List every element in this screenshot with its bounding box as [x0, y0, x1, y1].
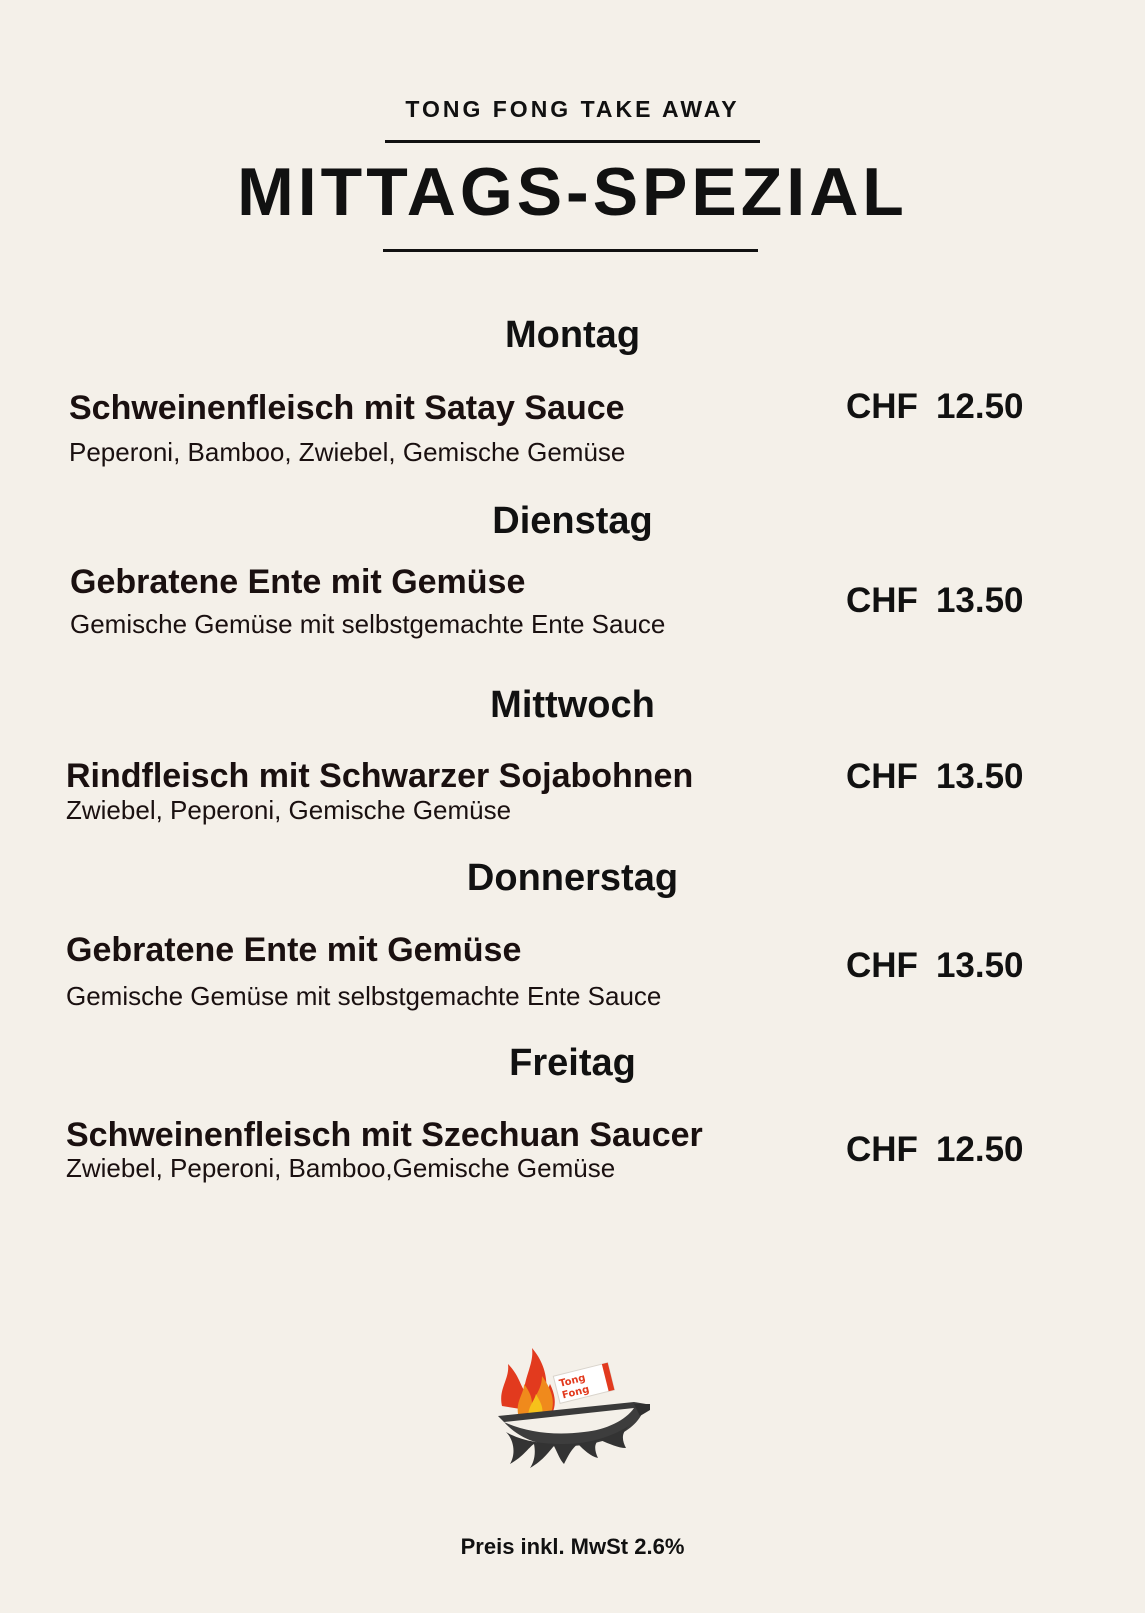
logo-text: Tong — [558, 1372, 587, 1390]
price-amount: 12.50 — [935, 1130, 1024, 1169]
dish-price — [846, 581, 1024, 621]
price-currency: CHF — [846, 1130, 918, 1169]
dish-description: Zwiebel, Peperoni, Bamboo,Gemische Gemüse — [66, 1153, 616, 1183]
price-currency: CHF — [846, 946, 918, 985]
dish-price — [846, 1130, 1024, 1170]
dish-name: Gebratene Ente mit Gemüse — [66, 931, 522, 969]
day-heading: Mittwoch — [490, 684, 655, 726]
day-heading: Donnerstag — [466, 857, 679, 899]
price-amount: 13.50 — [935, 946, 1024, 985]
price-currency: CHF — [846, 757, 918, 796]
price-amount: 13.50 — [935, 581, 1024, 620]
price-amount: 13.50 — [935, 757, 1024, 796]
dish-name: Schweinenfleisch mit Szechuan Saucer — [66, 1116, 703, 1154]
dish-description: Gemische Gemüse mit selbstgemachte Ente Sauce — [66, 981, 662, 1011]
day-heading: Montag — [504, 314, 641, 356]
dish-description: Zwiebel, Peperoni, Gemische Gemüse — [66, 795, 512, 825]
dish-name: Schweinenfleisch mit Satay Sauce — [69, 389, 625, 427]
dish-price — [846, 757, 1024, 797]
dish-description: Peperoni, Bamboo, Zwiebel, Gemische Gemüse — [69, 437, 626, 467]
dish-price — [846, 946, 1024, 986]
dish-name: Gebratene Ente mit Gemüse — [70, 563, 526, 601]
flaming-wok-logo-icon — [494, 1344, 654, 1474]
top-divider — [385, 140, 760, 143]
brand-name: TONG FONG TAKE AWAY — [405, 96, 740, 122]
svg-text:Fong: Fong — [561, 1384, 591, 1402]
price-currency: CHF — [846, 387, 918, 426]
price-note: Preis inkl. MwSt 2.6% — [460, 1534, 685, 1559]
dish-price — [846, 387, 1024, 427]
title-divider — [383, 249, 758, 252]
price-currency: CHF — [846, 581, 918, 620]
page-title: MITTAGS-SPEZIAL — [237, 154, 908, 230]
price-amount: 12.50 — [935, 387, 1024, 426]
dish-description: Gemische Gemüse mit selbstgemachte Ente Sauce — [70, 609, 666, 639]
day-heading: Freitag — [509, 1042, 636, 1084]
dish-name: Rindfleisch mit Schwarzer Sojabohnen — [66, 757, 694, 795]
day-heading: Dienstag — [492, 500, 653, 542]
